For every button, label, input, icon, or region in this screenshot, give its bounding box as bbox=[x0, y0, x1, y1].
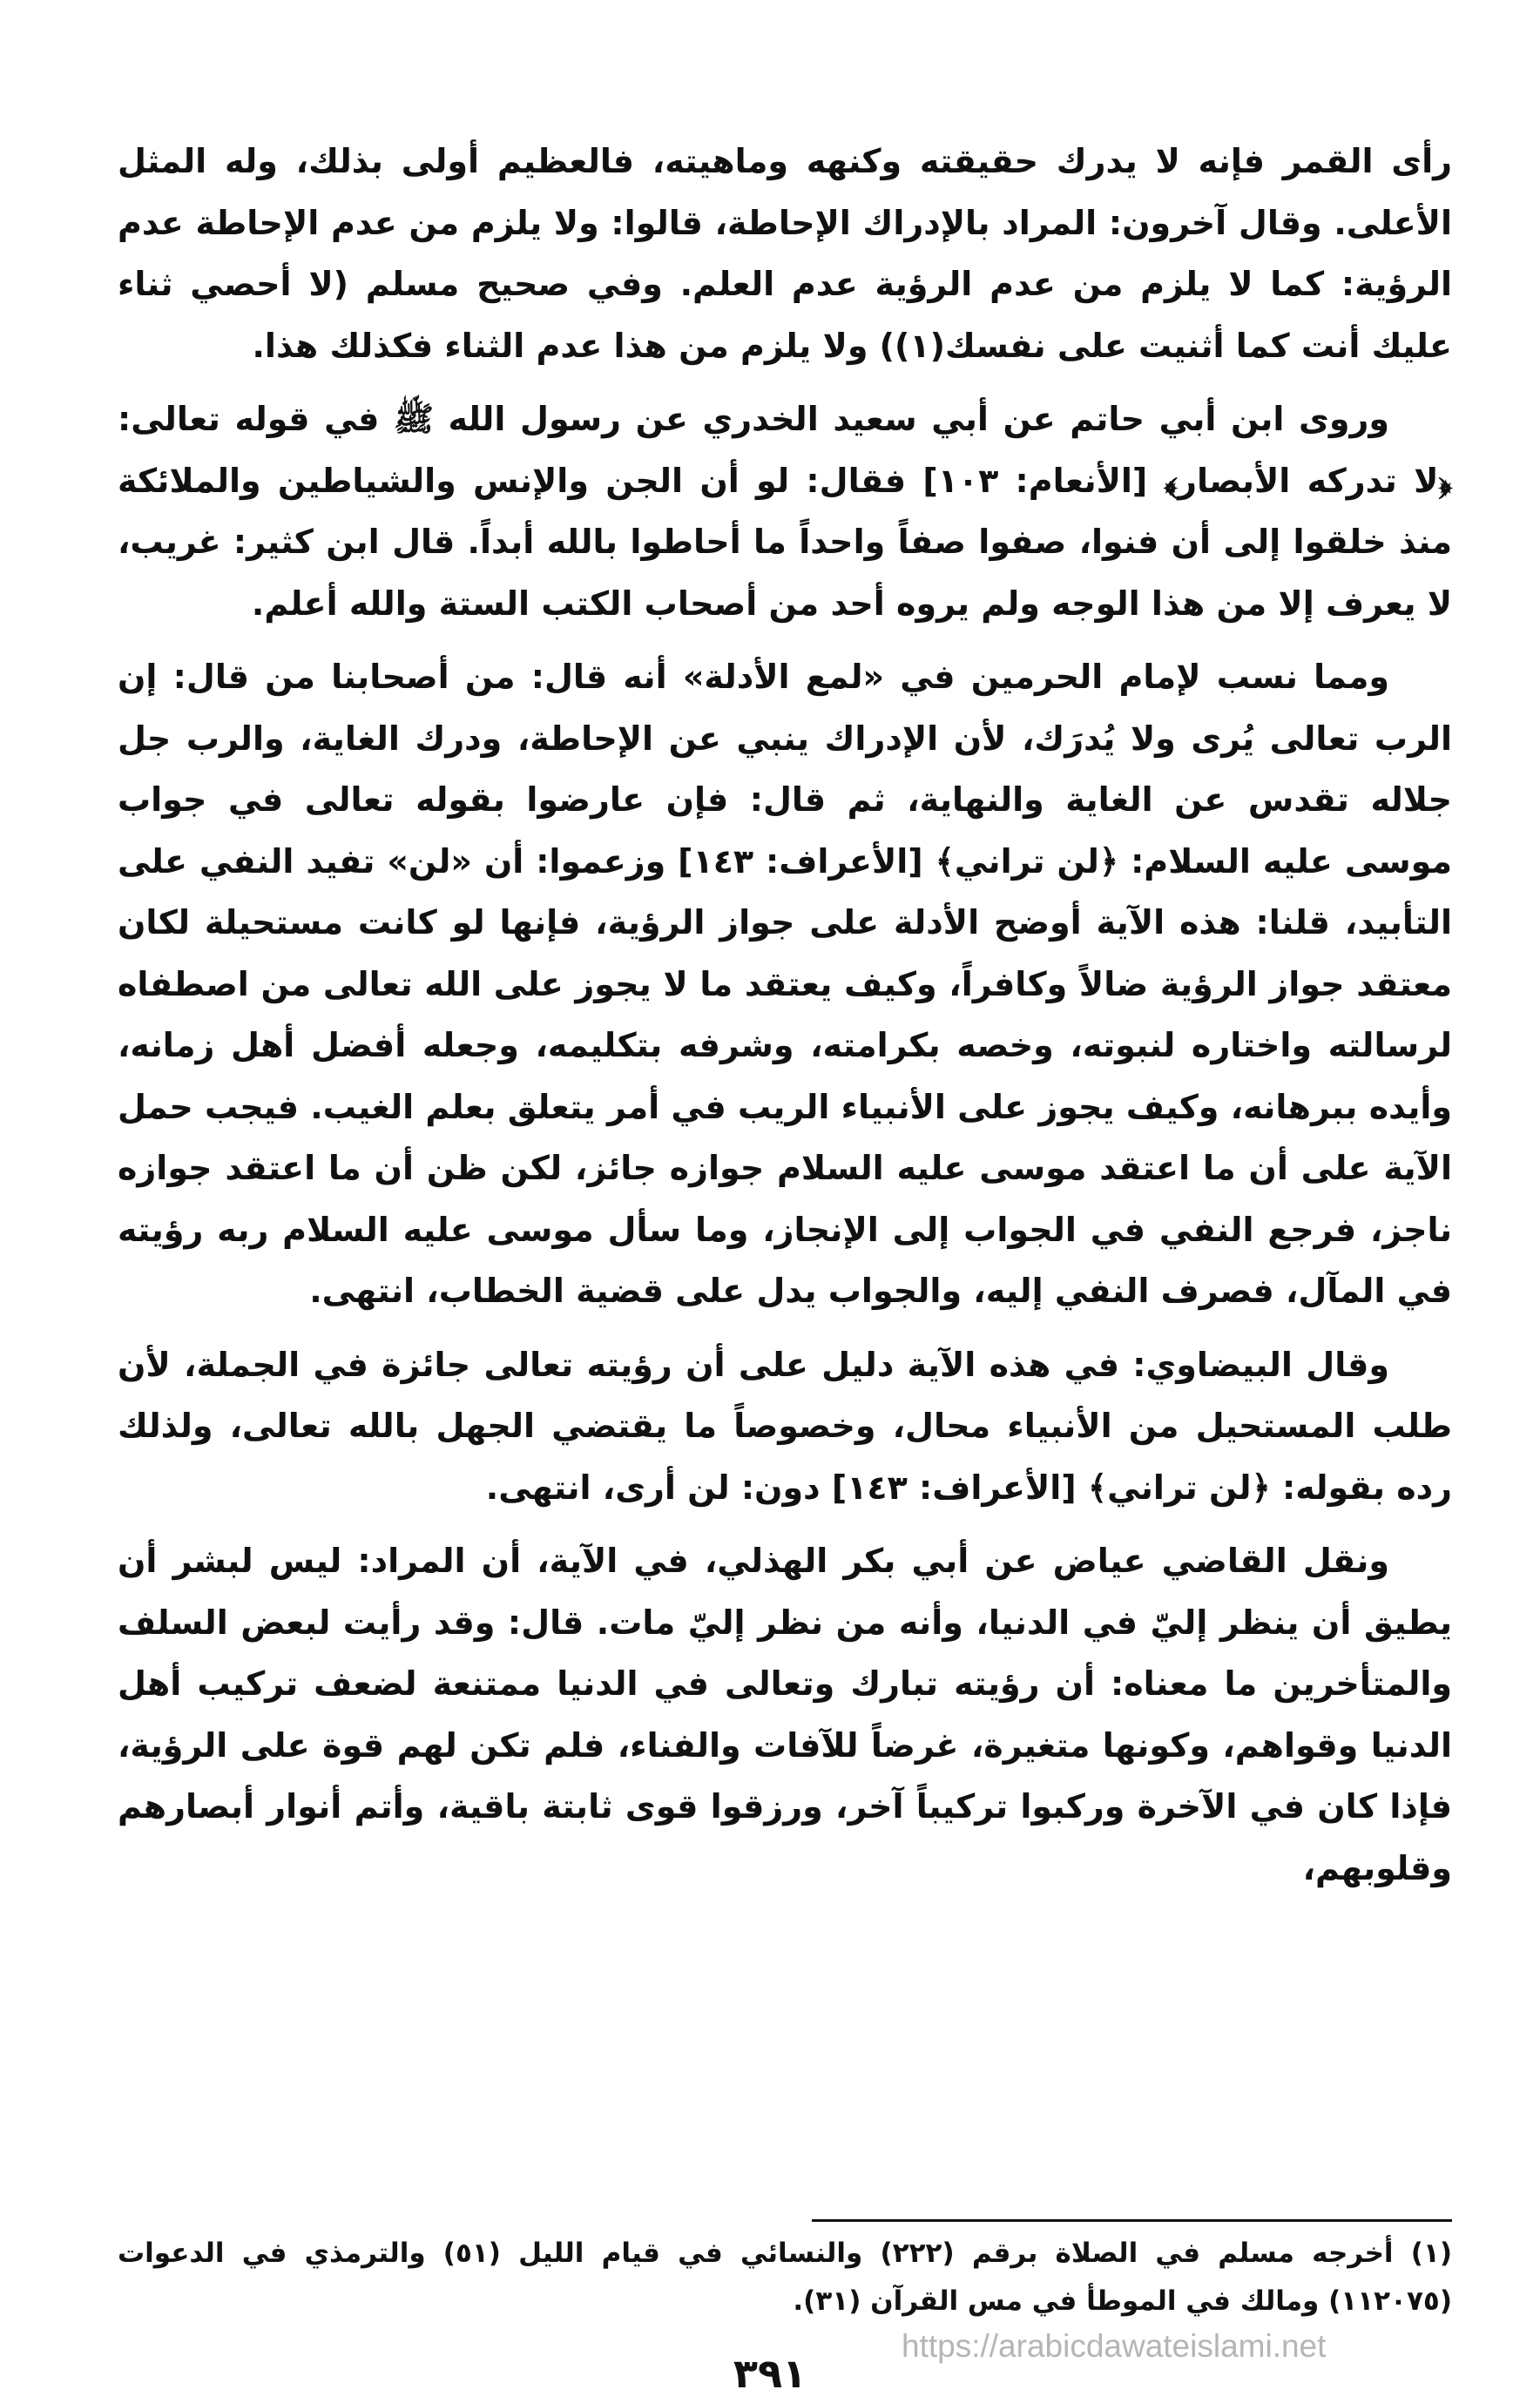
footnote-separator bbox=[812, 2219, 1452, 2222]
paragraph: وقال البيضاوي: في هذه الآية دليل على أن رؤيته تعالى جائزة في الجملة، لأن طلب المستحيل من الأنبياء محال، وخصوصاً ما يقتضي الجهل بالله تعالى، ولذلك رده بقوله: ﴿لن تراني﴾ [الأعراف: ١٤٣] دون: لن أرى، انتهى. bbox=[118, 1345, 1452, 1507]
paragraph: وروى ابن أبي حاتم عن أبي سعيد الخدري عن رسول الله ﷺ في قوله تعالى: ﴿لا تدركه الأبصار﴾ [الأنعام: ١٠٣] فقال: لو أن الجن والإنس والشياطين والملائكة منذ خلقوا إلى أن فنوا، صفوا صفاً واحداً ما أحاطوا بالله أبداً. قال ابن كثير: غريب، لا يعرف إلا من هذا الوجه ولم يروه أحد من أصحاب الكتب الستة والله أعلم. bbox=[118, 400, 1452, 623]
watermark-url: https://arabicdawateislami.net bbox=[902, 2328, 1327, 2364]
footnote: (١) أخرجه مسلم في الصلاة برقم (٢٢٢) والنسائي في قيام الليل (٥١) والترمذي في الدعوات (١١٢٠٧٥) ومالك في الموطأ في مس القرآن (٣١). bbox=[118, 2238, 1452, 2317]
footnotes bbox=[118, 2230, 1452, 2325]
paragraph: ومما نسب لإمام الحرمين في «لمع الأدلة» أنه قال: من أصحابنا من قال: إن الرب تعالى يُرى ولا يُدرَك، لأن الإدراك ينبي عن الإحاطة، ودرك الغاية، والرب جل جلاله تقدس عن الغاية والنهاية، ثم قال: فإن عارضوا بقوله تعالى في جواب موسى عليه السلام: ﴿لن تراني﴾ [الأعراف: ١٤٣] وزعموا: أن «لن» تفيد النفي على التأبيد، قلنا: هذه الآية أوضح الأدلة على جواز الرؤية، فإنها لو كانت مستحيلة لكان معتقد جواز الرؤية ضالاً وكافراً، وكيف يعتقد ما لا يجوز على الله تعالى من اصطفاه لرسالته واختاره لنبوته، وخصه بكرامته، وشرفه بتكليمه، وجعله أفضل أهل زمانه، وأيده ببرهانه، وكيف يجوز على الأنبياء الريب في أمر يتعلق بعلم الغيب. فيجب حمل الآية على أن ما اعتقد موسى عليه السلام جوازه جائز، لكن ظن أن ما اعتقد جوازه ناجز، فرجع النفي في الجواب إلى الإنجاز، وما سأل موسى عليه السلام ربه رؤيته في المآل، فصرف النفي إليه، والجواب يدل على قضية الخطاب، انتهى. bbox=[118, 658, 1452, 1310]
paragraph: رأى القمر فإنه لا يدرك حقيقته وكنهه وماهيته، فالعظيم أولى بذلك، وله المثل الأعلى. وقال آخرون: المراد بالإدراك الإحاطة، قالوا: ولا يلزم من عدم الإحاطة عدم الرؤية: كما لا يلزم من عدم الرؤية عدم العلم. وفي صحيح مسلم (لا أحصي ثناء عليك أنت كما أثنيت على نفسك(١)) ولا يلزم من هذا عدم الثناء فكذلك هذا. bbox=[118, 142, 1452, 365]
main-text bbox=[118, 131, 1452, 1911]
page-number: ٣٩١ bbox=[733, 2350, 807, 2397]
paragraph: ونقل القاضي عياض عن أبي بكر الهذلي، في الآية، أن المراد: ليس لبشر أن يطيق أن ينظر إليّ في الدنيا، وأنه من نظر إليّ مات. قال: وقد رأيت لبعض السلف والمتأخرين ما معناه: أن رؤيته تبارك وتعالى في الدنيا ممتنعة لضعف تركيب أهل الدنيا وقواهم، وكونها متغيرة، غرضاً للآفات والفناء، فلم تكن لهم قوة على الرؤية، فإذا كان في الآخرة وركبوا تركيباً آخر، ورزقوا قوى ثابتة باقية، وأتم أنوار أبصارهم وقلوبهم، bbox=[118, 1542, 1452, 1887]
